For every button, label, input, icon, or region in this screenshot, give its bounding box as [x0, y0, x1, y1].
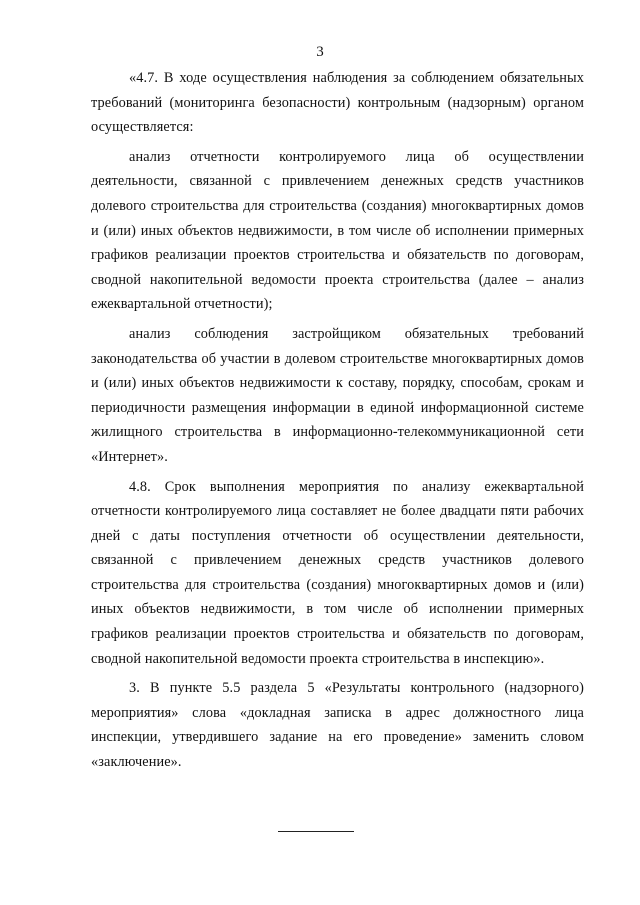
- paragraph-analysis-reporting: анализ отчетности контролируемого лица об осуществлении деятельности, связанной с привлечением денежных средств участников долевого строительства для строительства (создания) многоквартирных домов и (или) иных объектов недвижимости, в том числе об исполнении примерных графиков реализации проектов строительства и обязательств по договорам, сводной накопительной ведомости проекта строительства (далее – анализ ежеквартальной отчетности);: [91, 148, 584, 313]
- paragraph-4-8-deadline: 4.8. Срок выполнения мероприятия по анализу ежеквартальной отчетности контролируемого лица составляет не более двадцати пяти рабочих дней с даты поступления отчетности об осуществлении деятельности, связанной с привлечением денежных средств участников долевого строительства для строительства (создания) многоквартирных домов и (или) иных объектов недвижимости, в том числе об исполнении примерных графиков реализации проектов строительства и обязательств по договорам, сводной накопительной ведомости проекта строительства в инспекцию».: [91, 478, 584, 667]
- paragraph-analysis-compliance: анализ соблюдения застройщиком обязательных требований законодательства об участии в долевом строительстве многоквартирных домов и (или) иных объектов недвижимости к составу, порядку, способам, срокам и периодичности размещения информации в единой информационной системе жилищного строительства в информационно-телекоммуникационной сети «Интернет».: [91, 325, 584, 465]
- paragraph-4-7-intro: «4.7. В ходе осуществления наблюдения за соблюдением обязательных требований (мониторинга безопасности) контрольным (надзорным) органом осуществляется:: [91, 70, 584, 136]
- document-body: [91, 66, 584, 775]
- paragraph-item-3-amendment: 3. В пункте 5.5 раздела 5 «Результаты контрольного (надзорного) мероприятия» слова «докладная записка в адрес должностного лица инспекции, утвердившего задание на его проведение» заменить словом «заключение».: [91, 680, 584, 771]
- page-number: 3: [316, 44, 324, 60]
- closing-divider: [278, 831, 354, 832]
